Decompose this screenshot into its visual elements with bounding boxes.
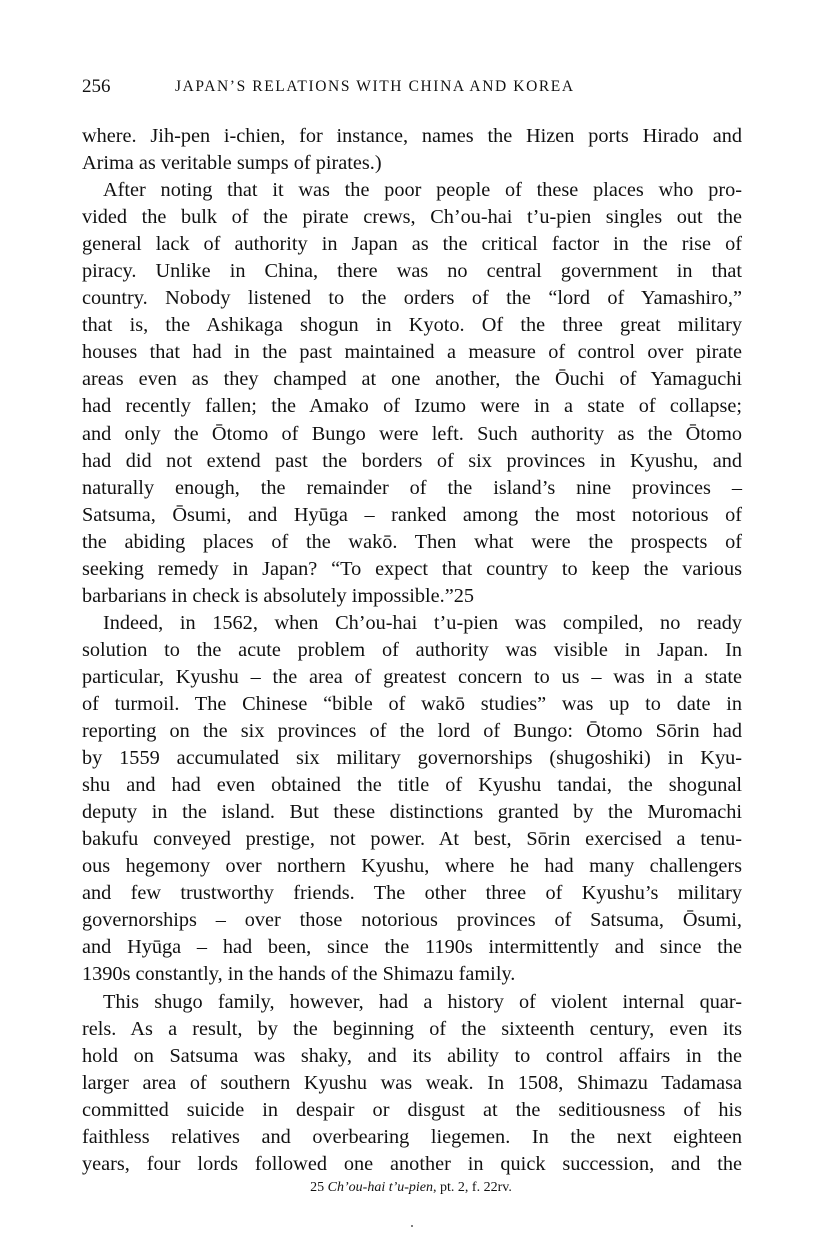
- text-line: and only the Ōtomo of Bungo were left. Such authority as the Ōtomo: [82, 422, 742, 445]
- text-line: particular, Kyushu – the area of greatest concern to us – was in a state: [82, 665, 742, 688]
- footnote-citation: , pt. 2, f. 22rv.: [433, 1180, 512, 1195]
- running-title: JAPAN’S RELATIONS WITH CHINA AND KOREA: [175, 78, 575, 95]
- body-text: [82, 123, 742, 1178]
- text-line: had did not extend past the borders of six provinces in Kyushu, and: [82, 449, 742, 472]
- text-line: shu and had even obtained the title of Kyushu tandai, the shogunal: [82, 774, 742, 797]
- running-header: [82, 76, 742, 100]
- text-line: 1390s constantly, in the hands of the Shimazu family.: [82, 963, 516, 986]
- text-line: houses that had in the past maintained a measure of control over pirate: [82, 341, 742, 364]
- text-line: committed suicide in despair or disgust at the seditiousness of his: [82, 1098, 742, 1121]
- text-line: of turmoil. The Chinese “bible of wakō studies” was up to date in: [82, 692, 742, 715]
- text-line: Arima as veritable sumps of pirates.): [82, 152, 382, 175]
- text-line: rels. As a result, by the beginning of the sixteenth century, even its: [82, 1017, 742, 1040]
- text-line: solution to the acute problem of authority was visible in Japan. In: [82, 638, 742, 661]
- text-line: that is, the Ashikaga shogun in Kyoto. Of the three great military: [82, 314, 742, 337]
- text-line: the abiding places of the wakō. Then what were the prospects of: [82, 530, 742, 553]
- text-line: general lack of authority in Japan as the critical factor in the rise of: [82, 233, 742, 256]
- text-line: by 1559 accumulated six military governorships (shugoshiki) in Kyu-: [82, 747, 742, 770]
- text-line: naturally enough, the remainder of the island’s nine provinces –: [82, 476, 742, 499]
- page-number: 256: [82, 76, 111, 97]
- text-line: Satsuma, Ōsumi, and Hyūga – ranked among the most notorious of: [82, 503, 742, 526]
- text-line: bakufu conveyed prestige, not power. At best, Sōrin exercised a tenu-: [82, 828, 742, 851]
- text-line: areas even as they champed at one another, the Ōuchi of Yamaguchi: [82, 368, 742, 391]
- text-line: reporting on the six provinces of the lord of Bungo: Ōtomo Sōrin had: [82, 720, 742, 743]
- text-line: barbarians in check is absolutely impossible.”25: [82, 584, 475, 607]
- page-mark: [411, 1225, 413, 1227]
- text-line: hold on Satsuma was shaky, and its ability to control affairs in the: [82, 1044, 742, 1067]
- text-line: country. Nobody listened to the orders of the “lord of Yamashiro,”: [82, 287, 742, 310]
- text-line: years, four lords followed one another in quick succession, and the: [82, 1152, 742, 1175]
- text-line: where. Jih-pen i-chien, for instance, names the Hizen ports Hirado and: [82, 125, 742, 147]
- text-line: This shugo family, however, had a history of violent internal quar-: [103, 990, 742, 1013]
- text-line: and few trustworthy friends. The other three of Kyushu’s military: [82, 882, 742, 905]
- text-line: had recently fallen; the Amako of Izumo were in a state of collapse;: [82, 395, 742, 418]
- text-line: ous hegemony over northern Kyushu, where he had many challengers: [82, 855, 742, 878]
- text-line: piracy. Unlike in China, there was no central government in that: [82, 260, 742, 283]
- text-line: faithless relatives and overbearing liegemen. In the next eighteen: [82, 1125, 742, 1148]
- footnote: [0, 1180, 822, 1196]
- footnote-title: Ch’ou-hai t’u-pien: [327, 1180, 434, 1195]
- text-line: Indeed, in 1562, when Ch’ou-hai t’u-pien was compiled, no ready: [103, 611, 742, 634]
- text-line: vided the bulk of the pirate crews, Ch’ou-hai t’u-pien singles out the: [82, 206, 742, 229]
- text-line: and Hyūga – had been, since the 1190s intermittently and since the: [82, 936, 742, 959]
- text-line: seeking remedy in Japan? “To expect that country to keep the various: [82, 557, 742, 580]
- footnote-number: 25: [310, 1180, 325, 1195]
- text-line: deputy in the island. But these distinctions granted by the Muromachi: [82, 801, 742, 824]
- text-line: larger area of southern Kyushu was weak. In 1508, Shimazu Tadamasa: [82, 1071, 742, 1094]
- text-line: After noting that it was the poor people of these places who pro-: [103, 179, 742, 202]
- text-line: governorships – over those notorious provinces of Satsuma, Ōsumi,: [82, 909, 742, 932]
